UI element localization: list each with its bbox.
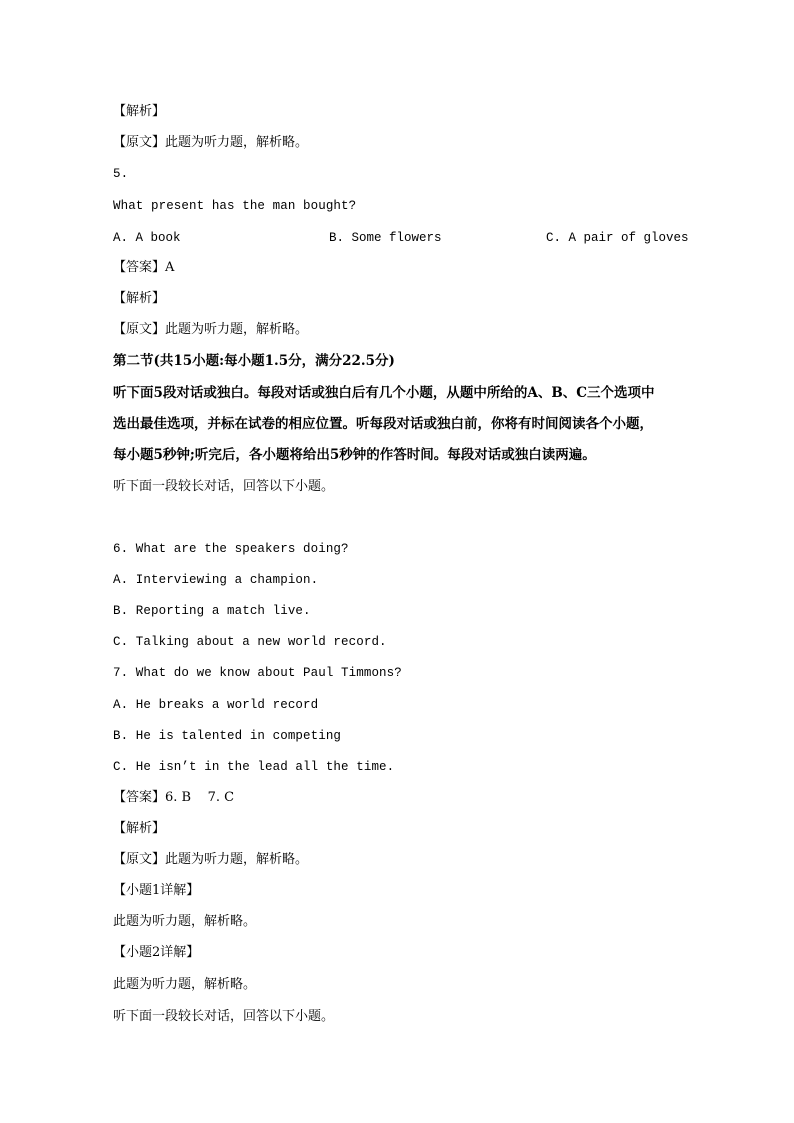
- question-number: 5.: [113, 167, 129, 181]
- subquestion-body: 此题为听力题，解析略。: [113, 977, 257, 992]
- instructions-line: 每小题5秒钟;听完后，各小题将给出5秒钟的作答时间。每段对话或独白读两遍。: [113, 447, 596, 463]
- option-c: C. A pair of gloves: [546, 231, 689, 245]
- dialogue-lead: 听下面一段较长对话，回答以下小题。: [113, 479, 335, 494]
- question-text: What present has the man bought?: [113, 199, 357, 213]
- analysis-label: 【解析】: [113, 104, 166, 119]
- section-heading: 第二节(共15小题:每小题1.5分，满分22.5分): [113, 353, 395, 369]
- option-b: B. Some flowers: [329, 231, 442, 245]
- answer-text: 【答案】6. B 7. C: [113, 790, 235, 805]
- subquestion-title: 【小题2详解】: [113, 945, 200, 960]
- subquestion-title: 【小题1详解】: [113, 883, 200, 898]
- option-a: A. Interviewing a champion.: [113, 573, 319, 587]
- question-text: 6. What are the speakers doing?: [113, 542, 349, 556]
- source-text: 【原文】此题为听力题，解析略。: [113, 852, 309, 867]
- option-a: A. A book: [113, 231, 181, 245]
- question-text: 7. What do we know about Paul Timmons?: [113, 666, 402, 680]
- dialogue-lead: 听下面一段较长对话，回答以下小题。: [113, 1009, 335, 1024]
- source-text: 【原文】此题为听力题，解析略。: [113, 322, 309, 337]
- option-c: C. He isn’t in the lead all the time.: [113, 760, 395, 774]
- option-b: B. Reporting a match live.: [113, 604, 311, 618]
- subquestion-body: 此题为听力题，解析略。: [113, 914, 257, 929]
- instructions-line: 选出最佳选项，并标在试卷的相应位置。听每段对话或独白前，你将有时间阅读各个小题，: [113, 416, 653, 432]
- option-b: B. He is talented in competing: [113, 729, 342, 743]
- analysis-label: 【解析】: [113, 821, 166, 836]
- answer-text: 【答案】A: [113, 260, 175, 275]
- analysis-label: 【解析】: [113, 291, 166, 306]
- source-text: 【原文】此题为听力题，解析略。: [113, 135, 309, 150]
- option-c: C. Talking about a new world record.: [113, 635, 387, 649]
- option-a: A. He breaks a world record: [113, 698, 319, 712]
- instructions-line: 听下面5段对话或独白。每段对话或独白后有几个小题，从题中所给的A、B、C三个选项中: [113, 385, 655, 401]
